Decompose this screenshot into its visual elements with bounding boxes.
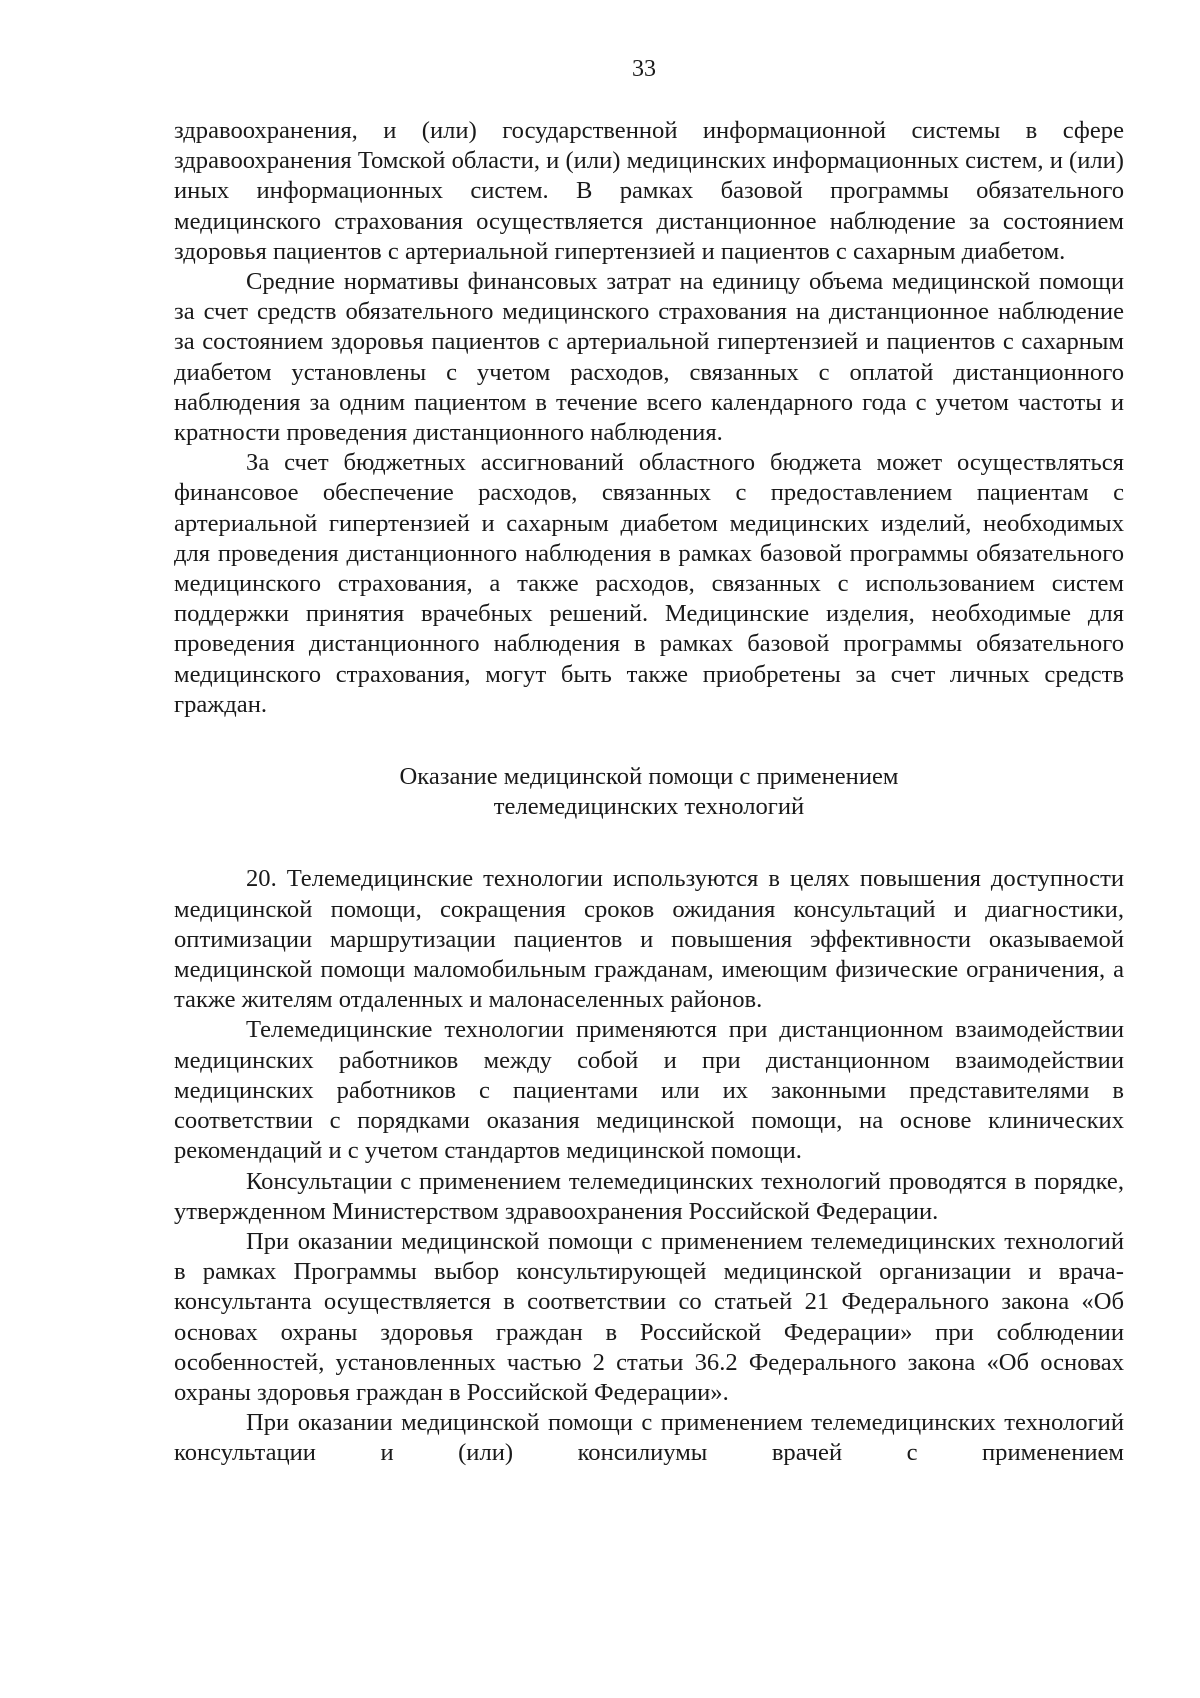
section-heading-line: телемедицинских технологий <box>493 793 805 821</box>
section-heading <box>174 762 1124 822</box>
paragraph: Телемедицинские технологии применяются при дистанционном взаимодействии медицинских работников между собой и при дистанционном взаимодействии медицинских работников с пациентами или их законными представителями в соответствии с порядками оказания медицинской помощи, на основе клинических рекомендаций и с учетом стандартов медицинской помощи. <box>174 1016 1124 1165</box>
paragraph: При оказании медицинской помощи с применением телемедицинских технологий консультации и (или) консилиумы врачей с применением <box>174 1409 1124 1467</box>
paragraph: За счет бюджетных ассигнований областного бюджета может осуществляться финансовое обеспечение расходов, связанных с предоставлением пациентам с артериальной гипертензией и сахарным диабетом медицинских изделий, необходимых для проведения дистанционного наблюдения в рамках базовой программы обязательного медицинского страхования, а также расходов, связанных с использованием систем поддержки принятия врачебных решений. Медицинские изделия, необходимые для проведения дистанционного наблюдения в рамках базовой программы обязательного медицинского страхования, могут быть также приобретены за счет личных средств граждан. <box>174 449 1124 718</box>
paragraph: 20. Телемедицинские технологии используются в целях повышения доступности медицинской помощи, сокращения сроков ожидания консультаций и диагностики, оптимизации маршрутизации пациентов и повышения эффективности оказываемой медицинской помощи маломобильным гражданам, имеющим физические ограничения, а также жителям отдаленных и малонаселенных районов. <box>174 865 1124 1014</box>
paragraph: здравоохранения, и (или) государственной информационной системы в сфере здравоохранения Томской области, и (или) медицинских информационных систем, и (или) иных информационных систем. В рамках базовой программы обязательного медицинского страхования осуществляется дистанционное наблюдение за состоянием здоровья пациентов с артериальной гипертензией и пациентов с сахарным диабетом. <box>174 117 1124 265</box>
page-number: 33 <box>632 56 656 82</box>
document-body <box>174 116 1124 1469</box>
paragraph: Консультации с применением телемедицинских технологий проводятся в порядке, утвержденном Министерством здравоохранения Российской Федерации. <box>174 1167 1124 1225</box>
section-heading-line: Оказание медицинской помощи с применением <box>399 763 899 791</box>
paragraph: Средние нормативы финансовых затрат на единицу объема медицинской помощи за счет средств обязательного медицинского страхования на дистанционное наблюдение за состоянием здоровья пациентов с артериальной гипертензией и пациентов с сахарным диабетом установлены с учетом расходов, связанных с оплатой дистанционного наблюдения за одним пациентом в течение всего календарного года с учетом частоты и кратности проведения дистанционного наблюдения. <box>174 268 1124 447</box>
paragraph: При оказании медицинской помощи с применением телемедицинских технологий в рамках Программы выбор консультирующей медицинской организации и врача-консультанта осуществляется в соответствии со статьей 21 Федерального закона «Об основах охраны здоровья граждан в Российской Федерации» при соблюдении особенностей, установленных частью 2 статьи 36.2 Федерального закона «Об основах охраны здоровья граждан в Российской Федерации». <box>174 1227 1124 1406</box>
